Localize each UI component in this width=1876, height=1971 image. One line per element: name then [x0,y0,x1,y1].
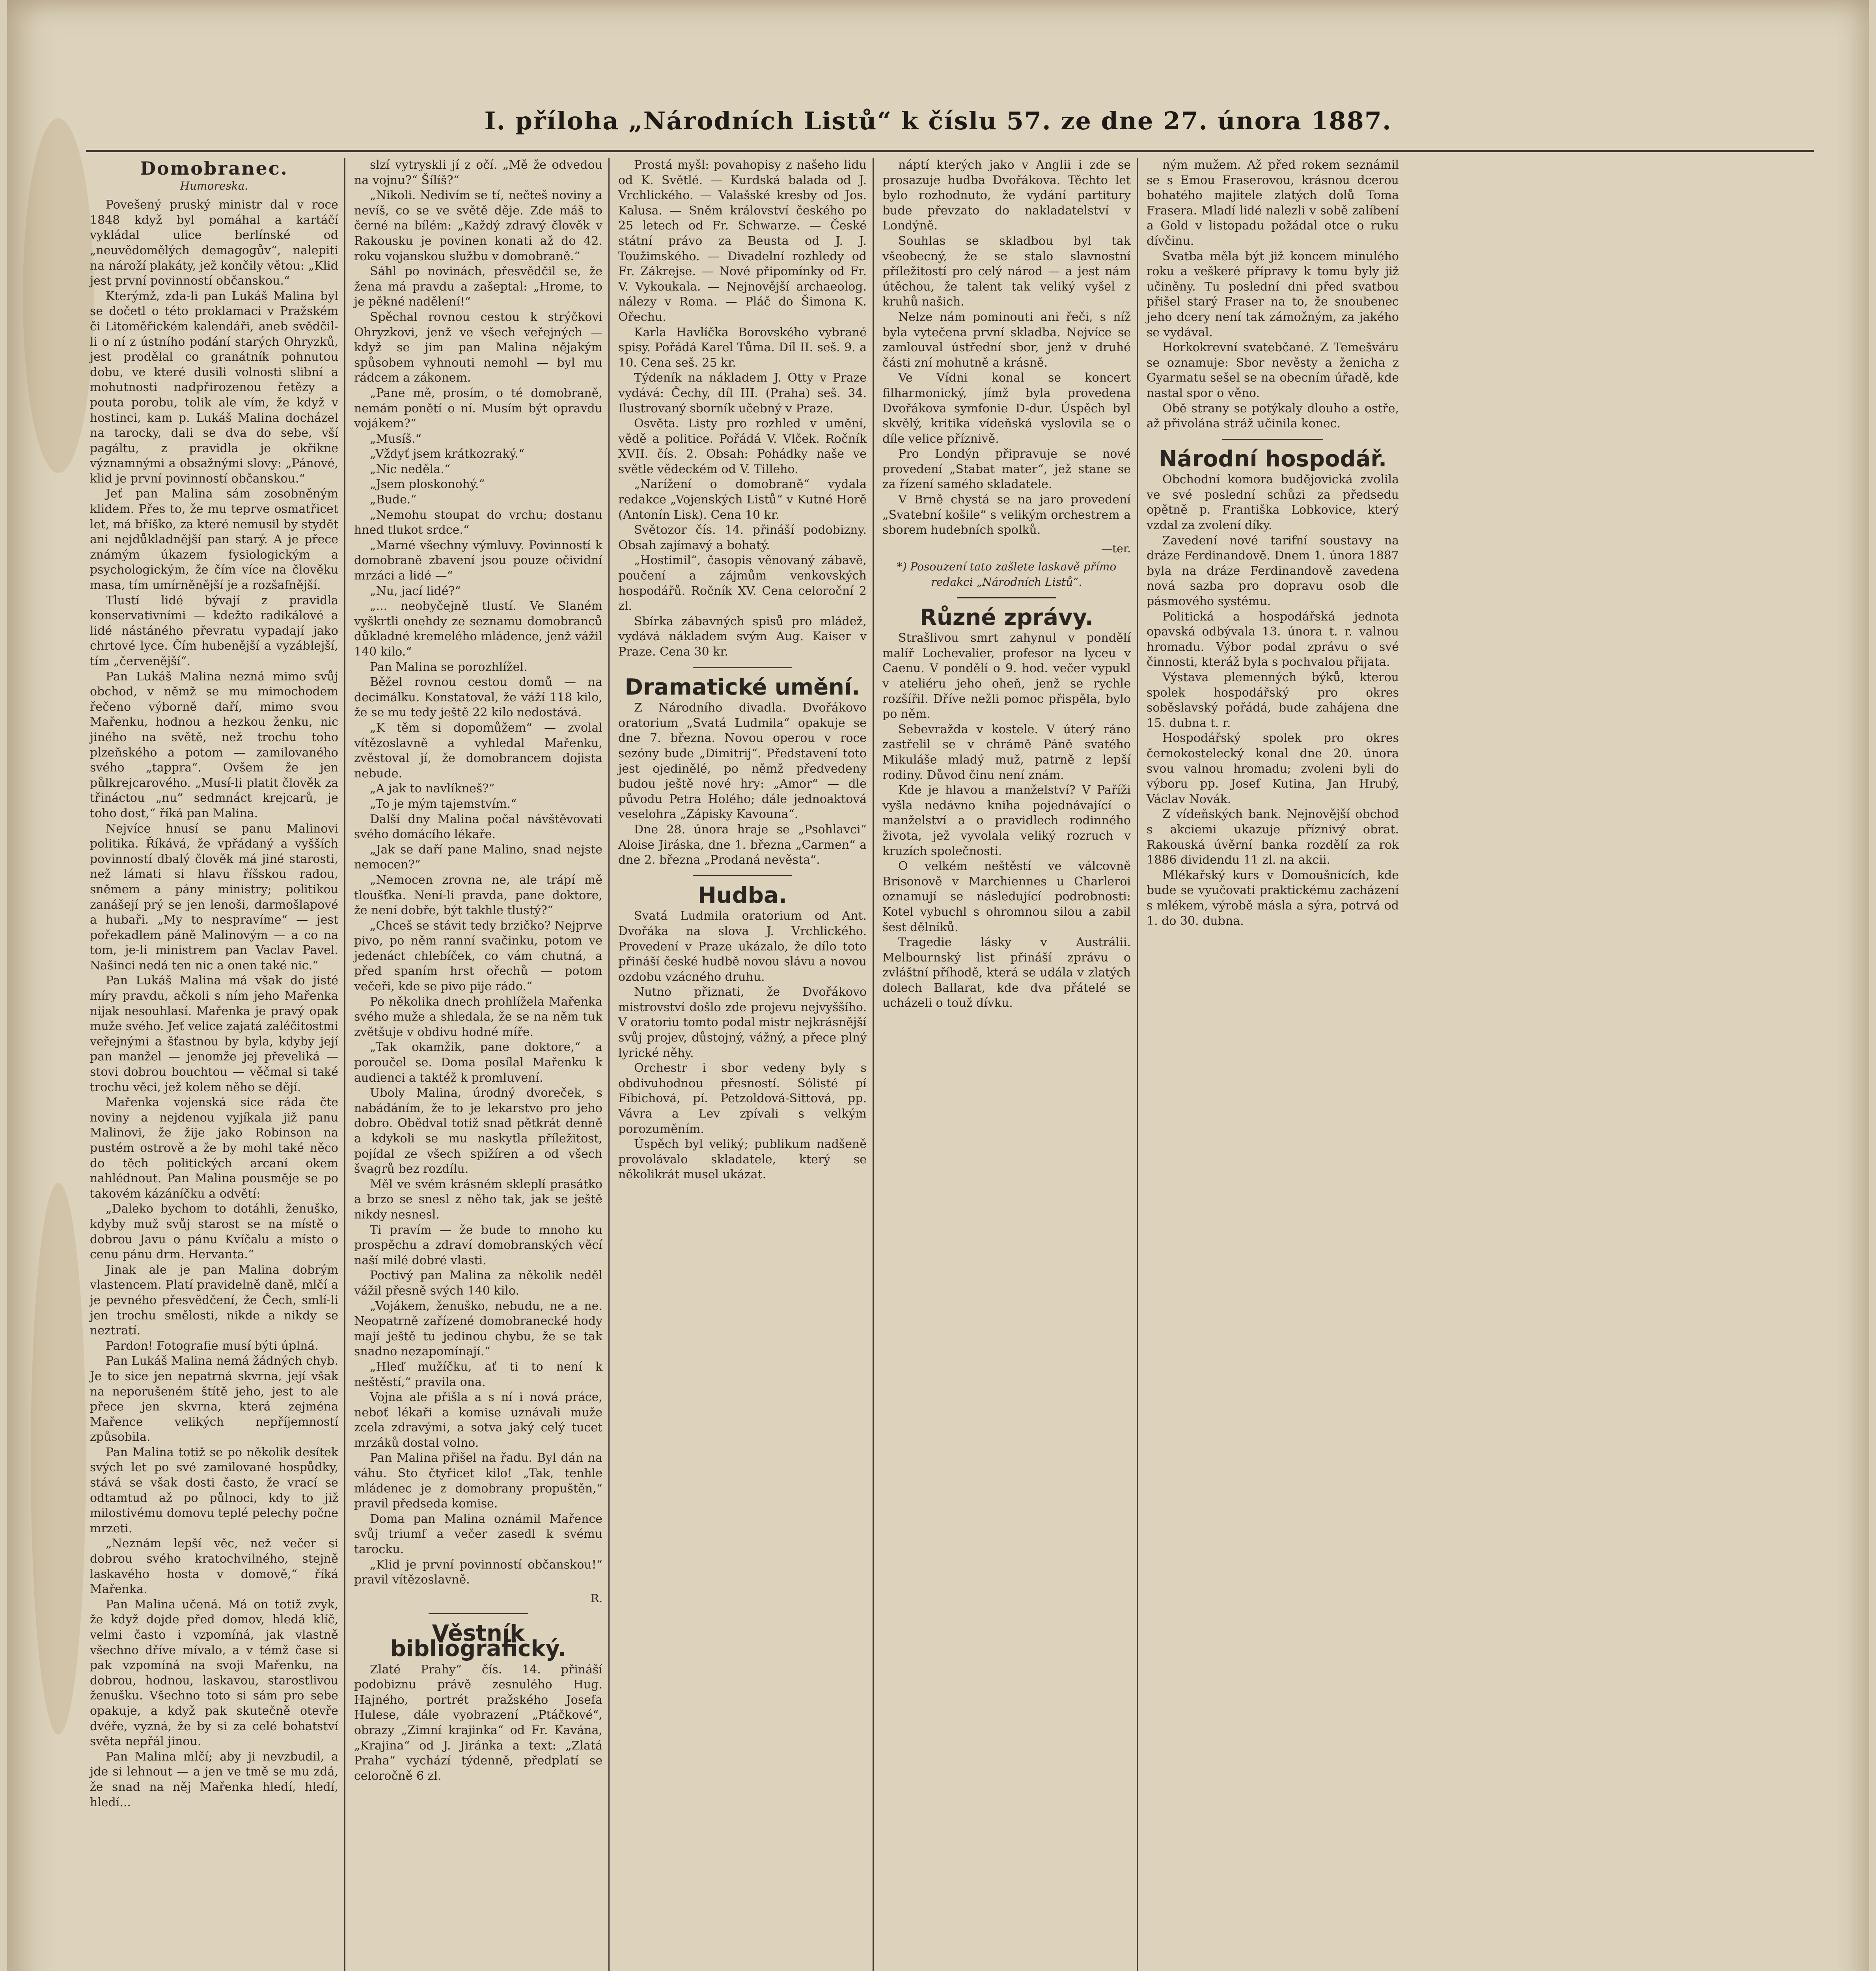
section-body [618,909,867,1183]
paragraph: Horkokrevní svatebčané. Z Temešváru se oznamuje: Sbor nevěsty a ženicha z Gyarmatu sešel se na obecním úřadě, kde nastal spor o věno. [1147,341,1399,400]
paragraph: Pan Malina totiž se po několik desítek svých let po své zamilované hospůdky, stává se však dosti často, že vrací se odtamtud až po půlnoci, kdy to již milostivému domovu teplé pelechy počne mrzeti. [90,1445,338,1535]
paragraph: Z vídeňských bank. Nejnovější obchod s akciemi ukazuje příznivý obrat. Rakouská úvěrní banka rozdělí za rok 1886 dividendu 11 zl. na akcii. [1147,807,1399,867]
paragraph: V Brně chystá se na jaro provedení „Svatební košile“ s velikým orchestrem a sborem hudebních spolků. [882,493,1131,537]
paragraph: Sbírka zábavných spisů pro mládež, vydává nákladem svým Aug. Kaiser v Praze. Cena 30 kr. [618,614,867,659]
column-divider [344,158,345,1971]
paragraph: „Neznám lepší věc, než večer si dobrou svého kratochvilného, stejně laskavého hosta v domově,“ říká Mařenka. [90,1537,338,1597]
paragraph: náptí kterých jako v Anglii i zde se prosazuje hudba Dvořákova. Těchto let bylo rozhodnuto, že vydání partitury bude převzato do nakladatelství v Londýně. [882,158,1131,233]
section-separator [957,597,1056,598]
paragraph: Sebevražda v kostele. V úterý ráno zastřelil se v chrámě Páně svatého Mikuláše mladý muž, patrně z lepší rodiny. Důvod činu není znám. [882,722,1131,782]
paragraph: „Vždyť jsem krátkozraký.“ [370,447,525,461]
paragraph: „Tak okamžik, pane doktore,“ a poroučel se. Doma posílal Mařenku k audienci a taktéž k promluvení. [354,1040,602,1085]
paragraph: „To je mým tajemstvím.“ [370,797,517,811]
paragraph: Měl ve svém krásném skleplí prasátko a brzo se snesl z něho tak, jak se ještě nikdy nesnesl. [354,1177,602,1222]
paragraph: Orchestr i sbor vedeny byly s obdivuhodnou přesností. Sólisté pí Fibichová, pí. Petzoldová-Sittová, pp. Vávra a Lev zpívali s velkým porozuměním. [618,1061,867,1136]
paragraph: „Jsem ploskonohý.“ [370,477,485,492]
section-heading: Věstník bibliografický. [390,1621,567,1662]
paragraph: Pan Lukáš Malina nezná mimo svůj obchod, v němž se mu mimochodem řečeno výborně daří, mimo svou Mařenku, hodnou a hezkou ženku, nic jiného na světě, než trochu toho plzeňského a potom — zamilovaného svého „tappra“. Ovšem že jen půlkrejcarového. „Musí-li platit člověk za třináctou „nu“ sedmnáct krejcarů, je toho dost,“ říká pan Malina. [90,669,338,820]
section-body [618,700,867,868]
section-separator [1222,439,1323,440]
paragraph: Karla Havlíčka Borovského vybrané spisy. Pořádá Karel Tůma. Díl II. seš. 9. a 10. Cena seš. 25 kr. [618,325,867,370]
paragraph: Kterýmž, zda-li pan Lukáš Malina byl se dočetl o této proklamaci v Pražském či Litoměřickém kalendáři, aneb svědčil-li o ní z ústního podání starých Ohryzků, jest prodělal co granátník pohnutou dobu, ve které dusili volnosti slibní a mohutnosti nadpřirozenou řetězy a pouta porobu, tolik ale vím, že když v hostinci, kam p. Lukáš Malina docházel na tarocky, dali se dva do sebe, vší pagáltu, z pravidla je okřikne významnými a obsažnými slovy: „Pánové, klid je první povinností občanskou.“ [90,289,338,486]
paragraph: Poctivý pan Malina za několik neděl vážil přesně svých 140 kilo. [354,1269,602,1298]
paragraph: Běžel rovnou cestou domů — na decimálku. Konstatoval, že váží 118 kilo, že se mu tedy ještě 22 kilo nedostává. [354,675,602,720]
column-divider [608,158,610,1971]
paragraph: „Vojákem, ženuško, nebudu, ne a ne. Neopatrně zařízené domobranecké hody mají ještě tu jedinou chybu, že se tak snadno nezapomínají.“ [354,1299,602,1359]
paragraph: Nelze nám pominouti ani řeči, s níž byla vytečena první skladba. Nejvíce se zamlouval ústřední sbor, jenž v druhé části zní mohutně a krásně. [882,310,1131,370]
paragraph: slzí vytryskli jí z očí. „Mě že odvedou na vojnu?“ Šílíš?“ [354,158,602,187]
paragraph: „Nikoli. Nedivím se tí, nečteš noviny a nevíš, co se ve světě děje. Zde máš to černé na bílém: „Každý zdravý člověk v Rakousku je povinen konati až do 42. roku vojanskou službu v domobraně.“ [354,188,602,263]
paragraph: Pan Lukáš Malina má však do jisté míry pravdu, ačkoli s ním jeho Mařenka nijak nesouhlasí. Mařenka je pravý opak muže svého. Jeť velice zajatá zaléčitostmi veřejnými a šťastnou by byla, kdyby její pan manžel — jenomže jej převeliká — stovi dobrou bouchtou — věčmal si také trochu věci, jež kolem něho se dějí. [90,974,338,1094]
paragraph: „Hostimil“, časopis věnovaný zábavě, poučení a zájmům venkovských hospodářů. Ročník XV. Cena celoroční 2 zl. [618,553,867,613]
article-signature: —ter. [1101,542,1131,555]
paragraph: Dne 28. února hraje se „Psohlavci“ Aloise Jiráska, dne 1. března „Carmen“ a dne 2. března „Prodaná nevěsta“. [618,822,867,867]
column-2 [350,158,606,1971]
paragraph: Zavedení nové tarifní soustavy na dráze Ferdinandově. Dnem 1. února 1887 byla na dráze Ferdinandově zavedena nová sazba pro dopravu osob dle pásmového systému. [1147,533,1399,609]
paragraph: Sáhl po novinách, přesvědčil se, že žena má pravdu a zašeptal: „Hrome, to je pěkné nadělení!“ [354,265,602,309]
paragraph: Týdeník na nákladem J. Otty v Praze vydává: Čechy, díl III. (Praha) seš. 34. Ilustrovaný sborník učebný v Praze. [618,371,867,415]
article-body [354,158,602,1588]
paragraph: Souhlas se skladbou byl tak všeobecný, že se stalo slavnostní příležitostí pro celý národ — a jest nám útěchou, že talent tak veliký vyšel z kruhů našich. [882,234,1131,309]
paragraph: Doma pan Malina oznámil Mařence svůj triumf a večer zasedl k svému tarocku. [354,1512,602,1557]
article-body [1147,158,1399,432]
paragraph: Pan Malina přišel na řadu. Byl dán na váhu. Sto čtyřicet kilo! „Tak, tenhle mládenec je z domobrany propuštěn,“ pravil předseda komise. [354,1451,602,1511]
paragraph: Ti pravím — že bude to mnoho ku prospěchu a zdraví domobranských věcí naší milé dobré vlasti. [354,1223,602,1267]
paragraph: Pan Lukáš Malina nemá žádných chyb. Je to sice jen nepatrná skvrna, její však na neporušeném štítě jeho, jest to ale přece jen skvrna, která zejména Mařence velikých nepříjemností způsobila. [90,1354,338,1444]
article-body [618,158,867,660]
paragraph: „Musíš.“ [370,432,421,446]
paragraph: Obchodní komora budějovická zvolila ve své poslední schůzi za předsedu opětně p. Františka Lobkovice, který vzdal za zvolení díky. [1147,473,1399,533]
paragraph: Obě strany se potýkaly dlouho a ostře, až přivolána stráž učinila konec. [1147,401,1399,431]
paragraph: Mařenka vojenská sice ráda čte noviny a nejdenou vyjíkala již panu Malinovi, že žije jako Robinson na pustém ostrově a že by mohl také něco do těch politických arcaní okem nahlédnout. Pan Malina pousměje se po takovém kázáníčku a odvětí: [90,1095,338,1201]
paragraph: Hospodářský spolek pro okres černokostelecký konal dne 20. února svou valnou hromadu; zvoleni byli do výboru pp. Josef Kutina, Jan Hrubý, Václav Novák. [1147,731,1399,806]
section-heading: Dramatické umění. [625,674,860,700]
paragraph: Tragedie lásky v Austrálii. Melbournský list přináší zprávu o zvláštní příhodě, která se udála v zlatých dolech Ballarat, kde dva přátelé se ucházeli o touž dívku. [882,935,1131,1010]
paper-stain [23,118,94,473]
paragraph: „Daleko bychom to dotáhli, ženuško, kdyby muž svůj starost se na místě o dobrou Javu o pánu Kvíčalu a místo o cenu pánu drm. Hervanta.“ [90,1202,338,1262]
paragraph: O velkém neštěstí ve válcovně Brisonově v Marchiennes u Charleroi oznamují se následující podrobnosti: Kotel vybuchl s ohromnou silou a zabil šest dělníků. [882,859,1131,934]
paragraph: Politická a hospodářská jednota opavská odbývala 13. února t. r. valnou hromadu. Výbor podal zprávu o své činnosti, kteráž byla s pochvalou přijata. [1147,609,1399,669]
paragraph: „Nemocen zrovna ne, ale trápí mě tloušťka. Není-li pravda, pane doktore, že není dobře, být takhle tlustý?“ [354,873,602,918]
section-separator [693,667,792,668]
footnote: *) Posouzení tato zašlete laskavě přímo redakci „Národních Listů“. [897,560,1117,589]
paragraph: „... neobyčejně tlustí. Ve Slaném vyškrtli onehdy ze seznamu domobranců důkladné kremelého mládence, jenž vážil 140 kilo.“ [354,599,602,659]
article-body [90,197,338,1810]
section-body [882,631,1131,1011]
paragraph: Svatá Ludmila oratorium od Ant. Dvořáka na slova J. Vrchlického. Provedení v Praze ukázalo, že dílo toto přináší české hudbě novou slávu a novou ozdobu vzácného druhu. [618,909,867,984]
paragraph: Prostá myšl: povahopisy z našeho lidu od K. Světlé. — Kurdská balada od J. Vrchlického. — Valašské kresby od Jos. Kalusa. — Sněm království českého po 25 letech od Fr. Schwarze. — České státní právo za Beusta od J. J. Toužimského. — Divadelní rozhledy od Fr. Zákrejse. — Nové připomínky od Fr. V. Vykoukala. — Nejnovější archaeolog. nálezy v Roma. — Pláč do Šimona K. Ořechu. [618,158,867,324]
paragraph: Po několika dnech prohlížela Mařenka svého muže a shledala, že se na něm tuk zvětšuje v obdivu hodné míře. [354,995,602,1039]
paragraph: Zlaté Prahy“ čís. 14. přináší podobiznu právě zesnulého Hug. Hajného, portrét pražského Josefa Hulese, dále vyobrazení „Ptáčkové“, obrazy „Zimní krajinka“ od Fr. Kavána, „Krajina“ od J. Jiránka a text: „Zlatá Praha“ vychází týdenně, předplatí se celoročně 6 zl. [354,1662,602,1783]
column-5-inner [1147,158,1399,929]
column-4 [878,158,1135,1971]
paragraph: Ve Vídni konal se koncert filharmonický, jímž byla provedena Dvořákova symfonie D-dur. Úspěch byl skvělý, kritika vídeňská vyslovila se o díle velice příznivě. [882,371,1131,446]
paragraph: Pan Malina učená. Má on totiž zvyk, že když dojde před domov, hledá klíč, velmi často i vzpomíná, jak vlastně všechno dříve mívalo, a v témž čase si pak vzpomíná na svoji Mařenku, na dobrou, hodnou, laskavou, starostlivou ženušku. Všechno toto si sám pro sebe opakuje, a když pak skutečně otevře dvéře, vyzná, že by si za celé bohatství světa nepřál jinou. [90,1597,338,1749]
paragraph: Další dny Malina počal návštěvovati svého domácího lékaře. [354,812,602,842]
paragraph: Jinak ale je pan Malina dobrým vlastencem. Platí pravidelně daně, mlčí a je pevného přesvědčení, že Čech, smlí-li jen trochu smělosti, nikde a nikdy se neztratí. [90,1263,338,1338]
paragraph: Pardon! Fotografie musí býti úplná. [106,1339,319,1353]
section-separator [693,875,792,876]
paragraph: „Klid je první povinností občanskou!“ pravil vítězoslavně. [354,1557,602,1587]
paragraph: „Chceš se stávit tedy brzičko? Nejprve pivo, po něm ranní svačinku, potom ve jedenáct chlebíček, co vám chutná, a před spaním hrst ořechů — potom večeři, kde se pivo pije rádo.“ [354,918,602,994]
paragraph: „Nemohu stoupat do vrchu; dostanu hned tlukot srdce.“ [354,508,602,537]
section-heading: Hudba. [698,882,787,908]
section-heading: Různé zprávy. [919,604,1094,630]
paragraph: Pro Londýn připravuje se nové provedení „Stabat mater“, jež stane se za řízení samého skladatele. [882,447,1131,492]
newspaper-page [7,0,1869,1971]
column-1 [86,158,342,1971]
paragraph: Vojna ale přišla a s ní i nová práce, neboť lékaři a komise uznávali muže zcela zdravými, a sotva jaký celý tucet mrzáků dostal volno. [354,1390,602,1450]
paper-stain [31,1183,86,1734]
paragraph: „Marné všechny výmluvy. Povinností k domobraně zbavení jsou pouze očividní mrzáci a lidé —“ [354,538,602,583]
section-body [1147,472,1399,929]
paragraph: „Narížení o domobraně“ vydala redakce „Vojenských Listů“ v Kutné Horě (Antonín Lisk). Cena 10 kr. [618,477,867,522]
article-body [882,158,1131,538]
article-subheading: Humoreska. [180,179,248,192]
paragraph: Svatba měla být již koncem minulého roku a veškeré přípravy k tomu byly již učiněny. Tu poslední dni před svatbou přišel starý Fraser na to, že snoubenec jeho dcery není tak zámožným, za jakého se vydával. [1147,249,1399,339]
section-heading: Národní hospodář. [1158,446,1387,472]
column-5 [1143,158,1813,1971]
page-header: I. příloha „Národních Listů“ k číslu 57. ze dne 27. února 1887. [484,106,1392,135]
paragraph: Nutno přiznati, že Dvořákovo mistrovství došlo zde projevu nejvyššího. V oratoriu tomto podal mistr nejkrásnější svůj projev, důstojný, vážný, a přece plný lyrické něhy. [618,985,867,1060]
paragraph: Z Národního divadla. Dvořákovo oratorium „Svatá Ludmila“ opakuje se dne 7. března. Novou operou v roce sezóny bude „Dimitrij“. Představení toto jest ojedinělé, po němž předvedeny budou ještě nové hry: „Amor“ — dle původu Petra Holého; dále jednoaktová veselohra „Zápisky Kavouna“. [618,701,867,822]
paragraph: „Nu, jací lidé?“ [370,584,461,598]
paragraph: Pan Malina mlčí; aby ji nevzbudil, a jde si lehnout — a jen ve tmě se mu zdá, že snad na něj Mařenka hledí, hledí, hledí... [90,1749,338,1809]
section-separator [429,1613,528,1614]
article-signature: R. [591,1591,602,1605]
paragraph: Mlékařský kurs v Domoušnicích, kde bude se vyučovati praktickému zacházení s mlékem, výrobě másla a sýra, potrvá od 1. do 30. dubna. [1147,868,1399,928]
paragraph: Výstava plemenných býků, kterou spolek hospodářský pro okres soběslavský pořádá, bude zahájena dne 15. dubna t. r. [1147,671,1399,730]
paragraph: „Jak se daří pane Malino, snad nejste nemocen?“ [354,842,602,872]
column-3 [614,158,871,1971]
section-body [354,1662,602,1784]
article-heading: Domobranec. [140,158,288,179]
header-rule [86,150,1814,152]
paragraph: „Bude.“ [370,493,417,507]
paragraph: Úspěch byl veliký; publikum nadšeně provolávalo skladatele, který se několikrát musel ukázat. [618,1137,867,1182]
paragraph: Strašlivou smrt zahynul v pondělí malíř Lochevalier, profesor na lyceu v Caenu. V pondělí o 9. hod. večer vypukl v ateliéru jeho oheň, jenž se rychle rozšířil. Dříve nežli pomoc přispěla, bylo po něm. [882,631,1131,721]
paragraph: „A jak to navlíkneš?“ [370,782,495,796]
paragraph: „Nic neděla.“ [370,462,451,476]
paragraph: Osvěta. Listy pro rozhled v umění, vědě a politice. Pořádá V. Vlček. Ročník XVII. čís. 2. Obsah: Pohádky naše ve světle vědeckém od V. Tilleho. [618,417,867,476]
paragraph: Povešený pruský ministr dal v roce 1848 když byl pomáhal a kartáčí vykládal ulice berlínské od „neuvědomělých demagogův“, nalepiti na nároží plakáty, jež končily větou: „Klid jest první povinností občanskou.“ [90,198,338,288]
paragraph: Pan Malina se porozhlížel. [370,660,528,674]
column-divider [873,158,874,1971]
paragraph: ným mužem. Až před rokem seznámil se s Emou Fraserovou, krásnou dcerou bohatého majitele zlatých dolů Toma Frasera. Mladí lidé nalezli v sobě zalíbení a Gold v listopadu požádal otce o ruku dívčinu. [1147,158,1399,248]
paragraph: Uboly Malina, úrodný dvoreček, s nabádáním, že to je lekarstvo pro jeho dobro. Obědval totiž snad pětkrát denně a kdykoli se mu naskytla příležitost, pojídal ze všech spižíren a od všech švagrů bez rozdílu. [354,1086,602,1176]
column-divider [1137,158,1138,1971]
paragraph: „K těm si dopomůžem“ — zvolal vítězoslavně a vyhledal Mařenku, zvěstoval jí, že domobrancem dojista nebude. [354,721,602,781]
paragraph: „Hleď mužíčku, ať ti to není k neštěstí,“ pravila ona. [354,1360,602,1389]
paragraph: Kde je hlavou a manželství? V Paříži vyšla nedávno kniha pojednávající o manželství a o pravidlech rodinného života, jež vyvolala veliký rozruch v kruzích společnosti. [882,783,1131,858]
paragraph: Nejvíce hnusí se panu Malinovi politika. Říkává, že vpřádaný a vyšších povinností dbalý člověk má jiné starosti, než lámati si hlavu říšskou radou, sněmem a pány ministry; politikou zanášejí prý se jen lenoši, darmošlapové a hubaři. „My to nespravíme“ — jest pořekadlem páně Malinovým — a co na tom, je-li ministrem pan Vaclav Pavel. Našinci nedá ten nic a onen také nic.“ [90,822,338,972]
paragraph: Světozor čís. 14. přináší podobizny. Obsah zajímavý a bohatý. [618,523,867,552]
paragraph: Spěchal rovnou cestou k strýčkovi Ohryzkovi, jenž ve všech veřejných — když se jim pan Malina nějakým spůsobem vyhnouti nemohl — byl mu rádcem a zákonem. [354,310,602,385]
paragraph: Tlustí lidé bývají z pravidla konservativními — kdežto radikálové a lidé nástáného převratu vypadají jako chrtové lyce. Čím hubenější a vyzáblejší, tím „červenější“. [90,593,338,668]
paragraph: Jeť pan Malina sám zosobněným klidem. Přes to, že mu teprve osmatřicet let, má bříško, za které nemusil by stydět ani nejdůkladnější pan starý. A je přece známým úkazem fysiologickým a psychologickým, že čím více na člověku masa, tím umírněnější je a rozšafnější. [90,487,338,592]
paragraph: „Pane mě, prosím, o té domobraně, nemám ponětí o ní. Musím být opravdu vojákem?“ [354,386,602,431]
